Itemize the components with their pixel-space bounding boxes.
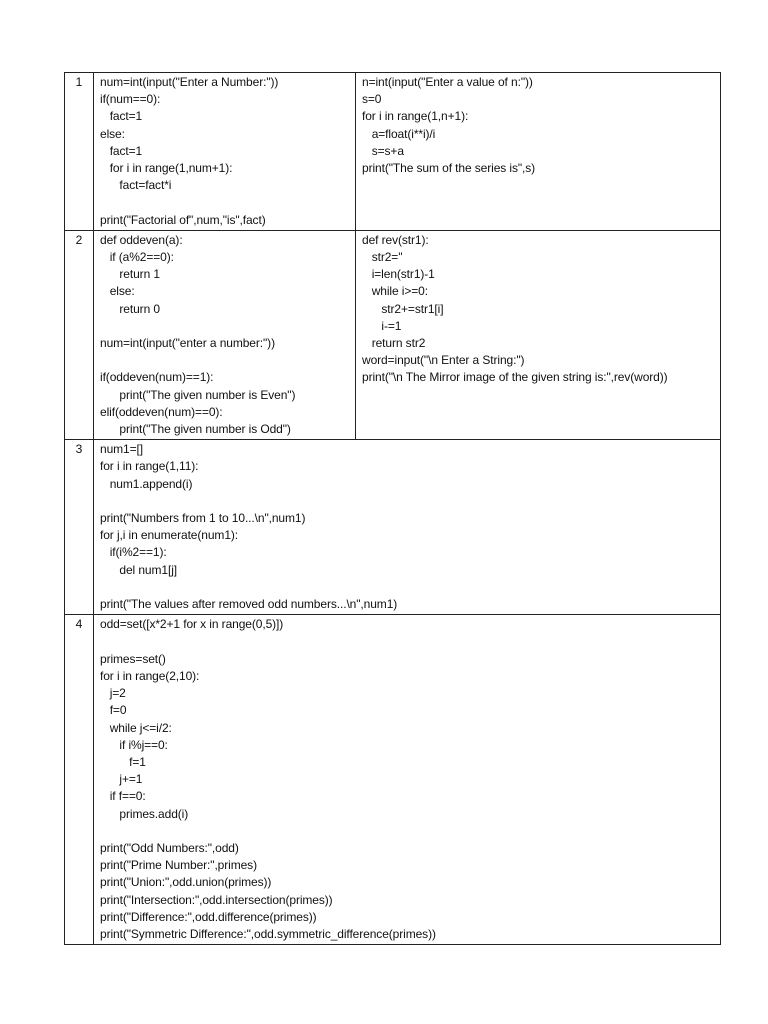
code-line: elif(oddeven(num)==0): <box>100 404 223 419</box>
code-line: f=1 <box>100 754 146 769</box>
code-line: else: <box>100 126 125 141</box>
code-block <box>362 74 715 177</box>
code-line <box>100 194 350 211</box>
code-line: print("The given number is Even") <box>100 387 296 402</box>
row-number: 2 <box>65 230 94 439</box>
code-line: num1.append(i) <box>100 476 193 491</box>
code-line: for i in range(1,11): <box>100 459 199 474</box>
code-line: print("The values after removed odd numbers...\n",num1) <box>100 597 398 612</box>
code-line <box>100 823 715 840</box>
code-line: print("Symmetric Difference:",odd.symmetric_difference(primes)) <box>100 926 436 941</box>
code-line: a=float(i**i)/i <box>362 126 436 141</box>
code-line <box>100 352 350 369</box>
code-line <box>100 318 350 335</box>
code-line: if(oddeven(num)==1): <box>100 370 214 385</box>
row-number: 4 <box>65 615 94 945</box>
code-line: n=int(input("Enter a value of n:")) <box>362 75 533 89</box>
code-line: odd=set([x*2+1 for x in range(0,5)]) <box>100 617 284 632</box>
code-cell <box>94 73 356 231</box>
code-line: s=s+a <box>362 143 404 158</box>
code-cell <box>94 440 721 615</box>
code-line: fact=fact*i <box>100 178 172 193</box>
code-line <box>100 634 715 651</box>
table-row <box>65 73 721 231</box>
table-row <box>65 440 721 615</box>
code-line: for i in range(2,10): <box>100 668 200 683</box>
code-line: del num1[j] <box>100 562 178 577</box>
code-line: print("\n The Mirror image of the given string is:",rev(word)) <box>362 370 668 385</box>
code-line: num=int(input("enter a number:")) <box>100 336 275 351</box>
code-block <box>100 616 715 943</box>
code-line: i=len(str1)-1 <box>362 267 435 282</box>
code-line: while i>=0: <box>362 284 428 299</box>
code-line: print("The sum of the series is",s) <box>362 161 536 176</box>
code-line: if(num==0): <box>100 92 161 107</box>
code-line: primes=set() <box>100 651 166 666</box>
row-number: 1 <box>65 73 94 231</box>
code-line: str2='' <box>362 250 403 265</box>
code-line: return 1 <box>100 267 160 282</box>
code-line: while j<=i/2: <box>100 720 172 735</box>
code-line: def rev(str1): <box>362 232 429 247</box>
code-line: num1=[] <box>100 442 143 457</box>
code-line: fact=1 <box>100 109 143 124</box>
code-block <box>100 74 350 229</box>
code-line: num=int(input("Enter a Number:")) <box>100 75 279 89</box>
code-line: print("Odd Numbers:",odd) <box>100 840 239 855</box>
code-line: str2+=str1[i] <box>362 301 444 316</box>
code-line: if f==0: <box>100 789 146 804</box>
code-line <box>100 579 715 596</box>
code-cell <box>94 230 356 439</box>
code-line: s=0 <box>362 92 382 107</box>
code-line: f=0 <box>100 703 127 718</box>
code-line: print("Difference:",odd.difference(primes)) <box>100 909 317 924</box>
code-line: if i%j==0: <box>100 737 168 752</box>
code-line: j=2 <box>100 686 126 701</box>
row-number: 3 <box>65 440 94 615</box>
code-line: print("Intersection:",odd.intersection(primes)) <box>100 892 333 907</box>
code-block <box>362 232 715 387</box>
program-table <box>64 72 721 945</box>
code-cell <box>94 615 721 945</box>
table-row <box>65 615 721 945</box>
code-line: primes.add(i) <box>100 806 189 821</box>
code-cell <box>356 230 721 439</box>
code-line: print("Union:",odd.union(primes)) <box>100 875 272 890</box>
code-line: word=input("\n Enter a String:") <box>362 353 525 368</box>
code-block <box>100 232 350 438</box>
code-line: print("The given number is Odd") <box>100 422 291 437</box>
table-row <box>65 230 721 439</box>
code-line: i-=1 <box>362 318 402 333</box>
code-line: return 0 <box>100 301 160 316</box>
code-line: print("Numbers from 1 to 10...\n",num1) <box>100 511 306 526</box>
code-line: j+=1 <box>100 772 143 787</box>
code-cell <box>356 73 721 231</box>
code-line: def oddeven(a): <box>100 232 183 247</box>
code-line: if (a%2==0): <box>100 250 174 265</box>
code-line: else: <box>100 284 135 299</box>
code-line: for j,i in enumerate(num1): <box>100 528 239 543</box>
code-line: for i in range(1,n+1): <box>362 109 469 124</box>
code-line: return str2 <box>362 336 426 351</box>
code-line: print("Factorial of",num,"is",fact) <box>100 212 266 227</box>
code-line: fact=1 <box>100 143 143 158</box>
code-line: if(i%2==1): <box>100 545 167 560</box>
code-block <box>100 441 715 613</box>
code-line: print("Prime Number:",primes) <box>100 858 257 873</box>
code-line <box>100 493 715 510</box>
code-line: for i in range(1,num+1): <box>100 161 233 176</box>
